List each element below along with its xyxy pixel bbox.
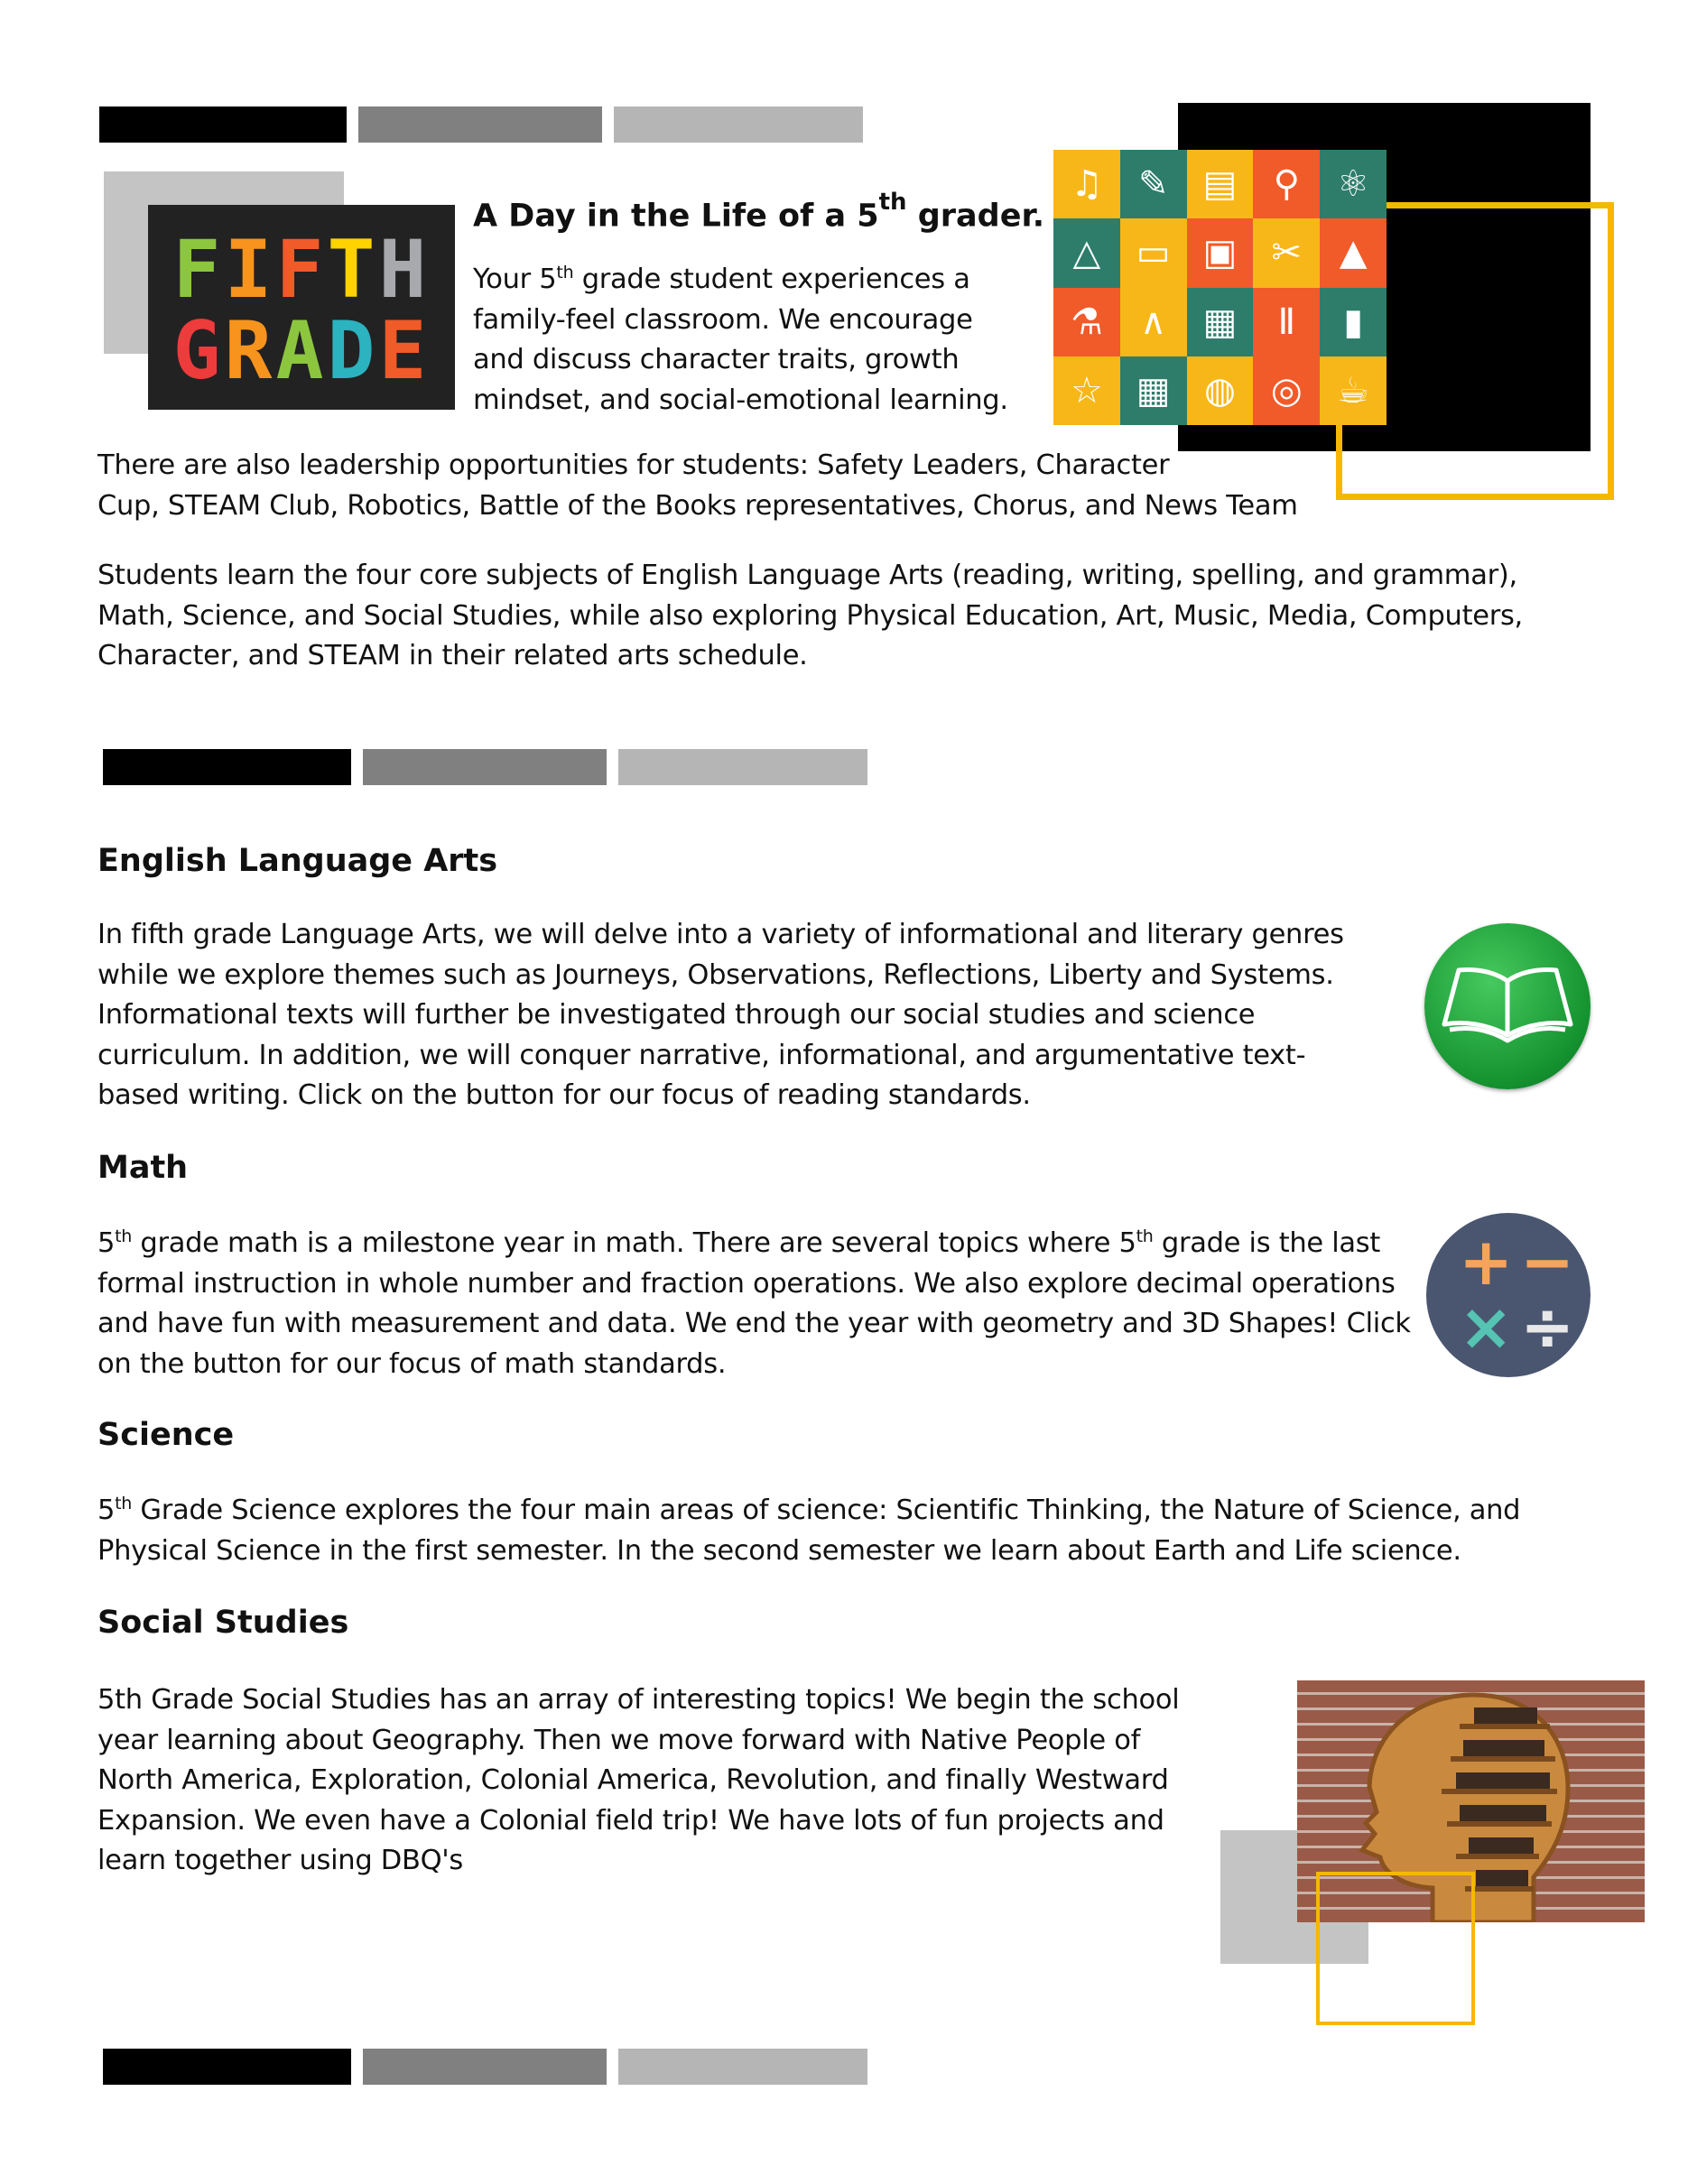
math-paragraph (97, 1224, 1415, 1384)
school-icon-tile: ▮ (1320, 288, 1387, 356)
ela-line: curriculum. In addition, we will conquer narrative, informational, and argumentative text- (97, 1039, 1306, 1071)
school-icon-tile: ▦ (1187, 288, 1254, 356)
school-icon-tile: Ⅱ (1253, 288, 1320, 356)
logo-letter: F (275, 223, 328, 316)
intro-line: family-feel classroom. We encourage (473, 303, 973, 336)
math-line: on the button for our focus of math standards. (97, 1347, 727, 1380)
ela-heading: English Language Arts (97, 843, 498, 879)
school-icon-tile: ◍ (1187, 356, 1254, 425)
page-title: A Day in the Life of a 5th grader. (473, 189, 1045, 235)
logo-letter: D (327, 304, 379, 397)
science-paragraph (97, 1491, 1632, 1571)
logo-letter: H (378, 223, 431, 316)
logo-letter: A (275, 304, 328, 397)
intro-line: Your 5th grade student experiences a (473, 262, 970, 295)
ela-line: In fifth grade Language Arts, we will delve into a variety of informational and literary genres (97, 919, 1344, 950)
school-icon-tile: ▭ (1120, 218, 1187, 287)
ela-line: based writing. Click on the button for our focus of reading standards. (97, 1079, 1031, 1111)
intro-line: mindset, and social-emotional learning. (473, 384, 1008, 416)
bottom-bar-dark (363, 2049, 607, 2085)
subjects-line: Math, Science, and Social Studies, while also exploring Physical Education, Art, Music, Media, Computers, (97, 599, 1523, 632)
school-icon-tile: ☕ (1320, 356, 1387, 425)
ela-paragraph (97, 915, 1406, 1116)
divide-icon: ÷ (1520, 1289, 1575, 1365)
school-icon-tile: ⚛ (1320, 150, 1387, 218)
open-book-icon (1424, 923, 1591, 1089)
logo-letter: T (327, 223, 379, 316)
subjects-paragraph (97, 556, 1632, 677)
top-bar-black (99, 106, 347, 143)
social-studies-heading: Social Studies (97, 1605, 349, 1641)
top-bar-dark (358, 106, 602, 143)
ela-line: Informational texts will further be investigated through our social studies and science (97, 999, 1256, 1031)
science-line: 5th Grade Science explores the four main areas of science: Scientific Thinking, the Nature of Science, and (97, 1493, 1521, 1526)
times-icon: × (1459, 1289, 1514, 1365)
school-icons-grid (1053, 150, 1387, 425)
subjects-line: Students learn the four core subjects of English Language Arts (reading, writing, spelling, and grammar), (97, 560, 1517, 591)
logo-letter: F (172, 223, 225, 316)
science-heading: Science (97, 1417, 235, 1453)
math-line: formal instruction in whole number and fraction operations. We also explore decimal operations (97, 1267, 1396, 1300)
science-line: Physical Science in the first semester. In the second semester we learn about Earth and Life science. (97, 1534, 1461, 1567)
top-bar-light (614, 106, 863, 143)
logo-word-fifth (148, 223, 455, 316)
school-icon-tile: ✎ (1120, 150, 1187, 218)
school-icon-tile: ♫ (1053, 150, 1120, 218)
school-icon-tile: ⚲ (1253, 150, 1320, 218)
social-line: North America, Exploration, Colonial America, Revolution, and finally Westward (97, 1764, 1169, 1796)
school-icon-tile: ▦ (1120, 356, 1187, 425)
logo-letter: I (224, 223, 276, 316)
bottom-bar-light (618, 2049, 867, 2085)
math-line: 5th grade math is a milestone year in math. There are several topics where 5th grade is the last (97, 1226, 1381, 1259)
logo-word-grade (148, 304, 455, 397)
logo-letter: E (378, 304, 431, 397)
school-icon-tile: ▲ (1320, 218, 1387, 287)
social-studies-paragraph (97, 1680, 1253, 1882)
school-icon-tile: △ (1053, 218, 1120, 287)
social-line: learn together using DBQ's (97, 1845, 463, 1876)
middle-bar-light (618, 749, 867, 785)
reading-standards-button[interactable] (1424, 923, 1591, 1089)
math-line: and have fun with measurement and data. We end the year with geometry and 3D Shapes! Click (97, 1308, 1411, 1339)
school-icon-tile: ▤ (1187, 150, 1254, 218)
leadership-paragraph (97, 446, 1316, 526)
plus-icon: + (1459, 1224, 1514, 1300)
intro-line: and discuss character traits, growth (473, 344, 960, 375)
fifth-grade-logo (148, 205, 455, 410)
ela-line: while we explore themes such as Journeys, Observations, Reflections, Liberty and Systems. (97, 958, 1334, 991)
logo-letter: R (224, 304, 276, 397)
middle-bar-dark (363, 749, 607, 785)
school-icon-tile: ▣ (1187, 218, 1254, 287)
school-icon-tile: ∧ (1120, 288, 1187, 356)
subjects-line: Character, and STEAM in their related arts schedule. (97, 640, 808, 671)
social-line: Expansion. We even have a Colonial field trip! We have lots of fun projects and (97, 1804, 1164, 1837)
minus-icon: − (1520, 1224, 1575, 1300)
leadership-line: Cup, STEAM Club, Robotics, Battle of the Books representatives, Chorus, and News Team (97, 489, 1298, 522)
middle-bar-black (103, 749, 351, 785)
math-standards-button[interactable] (1426, 1213, 1591, 1377)
bottom-bar-black (103, 2049, 351, 2085)
math-heading: Math (97, 1150, 189, 1186)
school-icon-tile: ⚗ (1053, 288, 1120, 356)
intro-paragraph (473, 260, 1033, 421)
image-yellow-frame (1316, 1872, 1475, 2025)
social-line: 5th Grade Social Studies has an array of interesting topics! We begin the school (97, 1684, 1180, 1716)
school-icon-tile: ✂ (1253, 218, 1320, 287)
social-line: year learning about Geography. Then we move forward with Native People of (97, 1724, 1141, 1756)
school-icon-tile: ☆ (1053, 356, 1120, 425)
logo-letter: G (172, 304, 225, 397)
school-icon-tile: ◎ (1253, 356, 1320, 425)
leadership-line: There are also leadership opportunities for students: Safety Leaders, Character (97, 449, 1170, 481)
